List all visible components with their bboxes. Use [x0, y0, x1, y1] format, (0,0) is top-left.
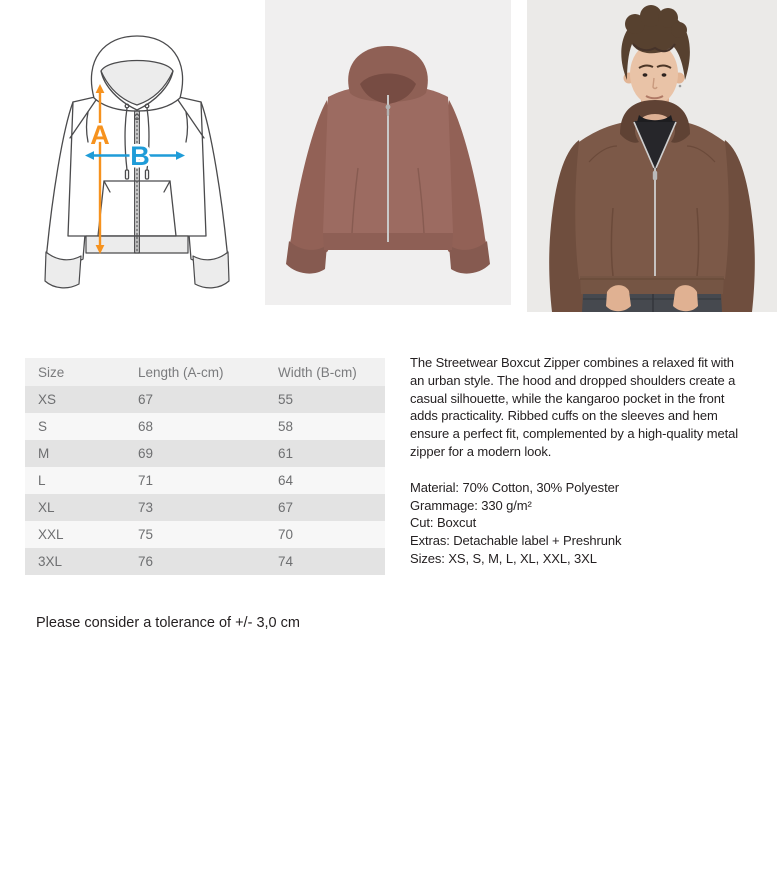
cell-length: 76 [138, 554, 154, 569]
cell-size: S [38, 419, 48, 434]
tolerance-note: Please consider a tolerance of +/- 3,0 cm [36, 615, 300, 631]
cell-size: XS [38, 392, 57, 407]
table-row [25, 386, 385, 413]
model-wearing-hoodie-icon [527, 0, 777, 312]
col-header-width: Width (B-cm) [278, 364, 357, 380]
cell-width: 70 [278, 527, 294, 542]
product-flatlay-image[interactable] [265, 0, 511, 305]
cell-width: 58 [278, 419, 294, 434]
table-row [25, 548, 385, 575]
model-photo-image[interactable] [527, 0, 777, 312]
cell-size: L [38, 473, 46, 488]
cell-length: 71 [138, 473, 154, 488]
cell-width: 61 [278, 446, 294, 461]
detail-grammage: Grammage: 330 g/m² [410, 497, 532, 513]
col-header-length: Length (A-cm) [138, 364, 224, 380]
description-paragraph: The Streetwear Boxcut Zipper combines a relaxed fit with an urban style. The hood and dropped shoulders create a casual silhouette, while the kangaroo pocket in the front adds practicality. Ribbed cuffs on the sleeves and hem ensure a perfect fit, complemented by a high-quality metal zipper for a modern look. [410, 355, 739, 459]
cell-length: 67 [138, 392, 154, 407]
table-row [25, 440, 385, 467]
flatlay-hoodie-icon [265, 0, 511, 305]
measure-a-label: A [90, 120, 110, 150]
detail-cut: Cut: Boxcut [410, 515, 477, 531]
cell-width: 55 [278, 392, 294, 407]
cell-width: 67 [278, 500, 294, 515]
cell-length: 75 [138, 527, 154, 542]
detail-sizes: Sizes: XS, S, M, L, XL, XXL, 3XL [410, 550, 597, 566]
cell-size: XL [38, 500, 55, 515]
cell-size: XXL [38, 527, 64, 542]
product-description [410, 354, 751, 568]
col-header-size: Size [38, 364, 65, 380]
cell-size: 3XL [38, 554, 63, 569]
cell-width: 74 [278, 554, 294, 569]
table-row [25, 467, 385, 494]
cell-length: 73 [138, 500, 154, 515]
size-table-header-row [25, 358, 385, 386]
measure-b-label: B [130, 141, 150, 171]
table-row [25, 413, 385, 440]
detail-material: Material: 70% Cotton, 30% Polyester [410, 479, 619, 495]
cell-length: 68 [138, 419, 154, 434]
size-table [25, 358, 385, 575]
measurement-diagram-image[interactable] [0, 0, 249, 310]
cell-length: 69 [138, 446, 154, 461]
table-row [25, 521, 385, 548]
hoodie-technical-drawing-icon [0, 0, 249, 310]
detail-extras: Extras: Detachable label + Preshrunk [410, 533, 622, 549]
cell-width: 64 [278, 473, 294, 488]
cell-size: M [38, 446, 50, 461]
table-row [25, 494, 385, 521]
